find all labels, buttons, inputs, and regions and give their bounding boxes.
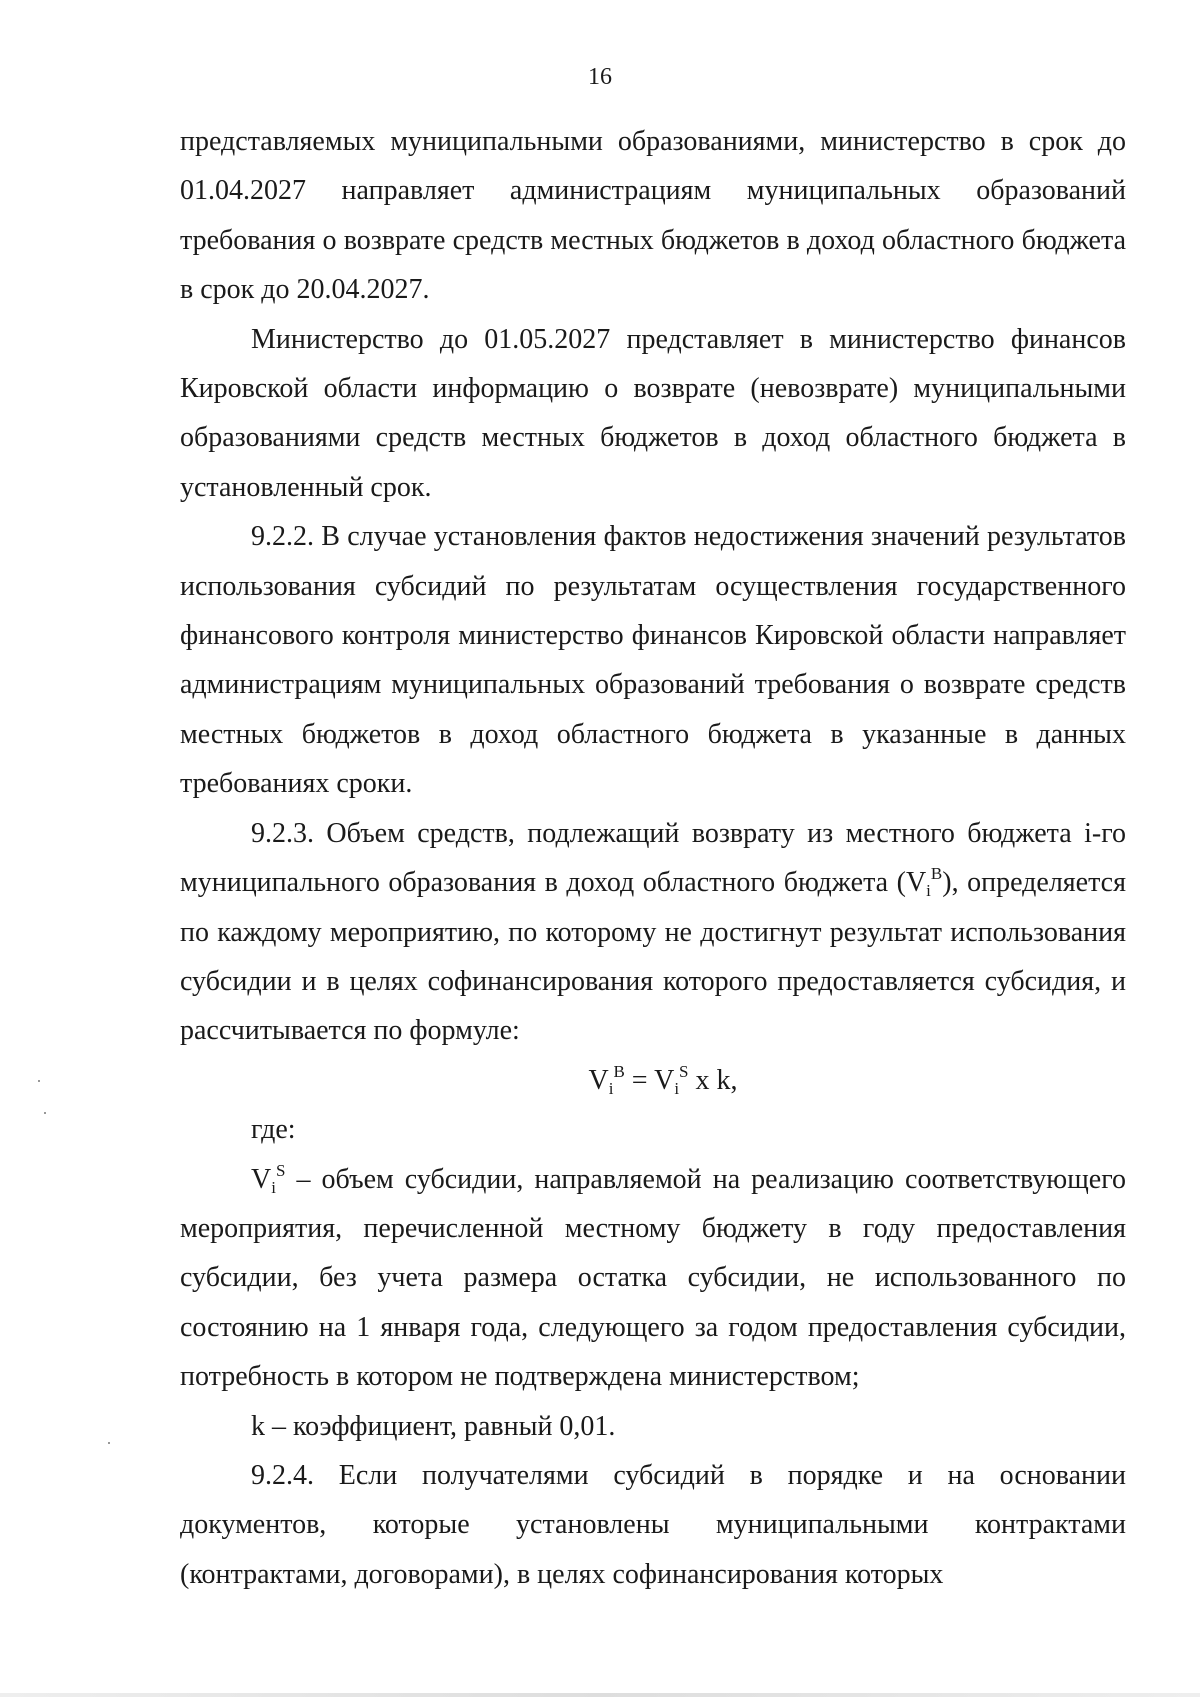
paragraph-9-2-2: 9.2.2. В случае установления фактов недостижения значений результатов использования субсидий по результатам осуществления государственного финансового контроля министерство финансов Кировской области направляет администрациям муниципальных образований требования о возврате средств местных бюджетов в доход областного бюджета в указанные в данных требованиях сроки. — [180, 521, 1126, 800]
p923-superscript: B — [930, 864, 943, 884]
definition-vis — [180, 1155, 1126, 1402]
formula-rhs-sup: S — [679, 1061, 689, 1081]
vis-superscript: S — [275, 1160, 286, 1180]
formula-lhs-v: V — [588, 1064, 609, 1096]
formula-equals: = — [624, 1064, 655, 1096]
paragraph-ministry-report: Министерство до 01.05.2027 представляет в министерство финансов Кировской области информацию о возврате (невозврате) муниципальными образованиями средств местных бюджетов в доход областного бюджета в установленный срок. — [180, 323, 1126, 503]
paragraph-9-2-4: 9.2.4. Если получателями субсидий в порядке и на основании документов, которые установлены муниципальными контрактами (контрактами, договорами), в целях софинансирования которых — [180, 1459, 1126, 1590]
vis-definition-text: – объем субсидии, направляемой на реализацию соответствующего мероприятия, перечисленной местному бюджету в году предоставления субсидии, без учета размера остатка субсидии, не использованного по состоянию на 1 января года, следующего за годом предоставления субсидии, потребность в котором не подтверждена министерством; — [180, 1163, 1126, 1393]
vis-subscript: i — [271, 1177, 276, 1197]
formula-lhs-sup: B — [613, 1061, 625, 1081]
paragraph-continuation: представляемых муниципальными образованиями, министерство в срок до 01.04.2027 направляет администрациям муниципальных образований требования о возврате средств местных бюджетов в доход областного бюджета в срок до 20.04.2027. — [180, 126, 1126, 306]
formula-rhs-v: V — [654, 1064, 675, 1096]
p923-text-after: ), определяется по каждому мероприятию, по которому не достигнут результат использования субсидии и в целях софинансирования которого предоставляется субсидия, и рассчитывается по формуле: — [180, 867, 1126, 1047]
p923-text-before: 9.2.3. Объем средств, подлежащий возврату из местного бюджета i-го муниципального образования в доход областного бюджета (V — [180, 817, 1126, 899]
page-body — [180, 117, 1126, 1599]
scan-edge — [0, 1693, 1200, 1697]
formula-rhs-sub: i — [674, 1078, 680, 1098]
page-number: 16 — [588, 64, 612, 90]
scan-speck — [108, 1442, 110, 1444]
formula — [180, 1056, 1126, 1105]
formula-lhs-sub: i — [608, 1078, 614, 1098]
scan-speck — [38, 1080, 40, 1082]
definition-k: k – коэффициент, равный 0,01. — [251, 1410, 616, 1442]
p923-subscript: i — [926, 881, 931, 901]
where-label: где: — [251, 1114, 296, 1146]
vis-symbol: V — [251, 1163, 272, 1195]
formula-rest: x k, — [688, 1064, 738, 1096]
paragraph-9-2-3 — [180, 809, 1126, 1056]
scan-speck — [44, 1112, 46, 1114]
